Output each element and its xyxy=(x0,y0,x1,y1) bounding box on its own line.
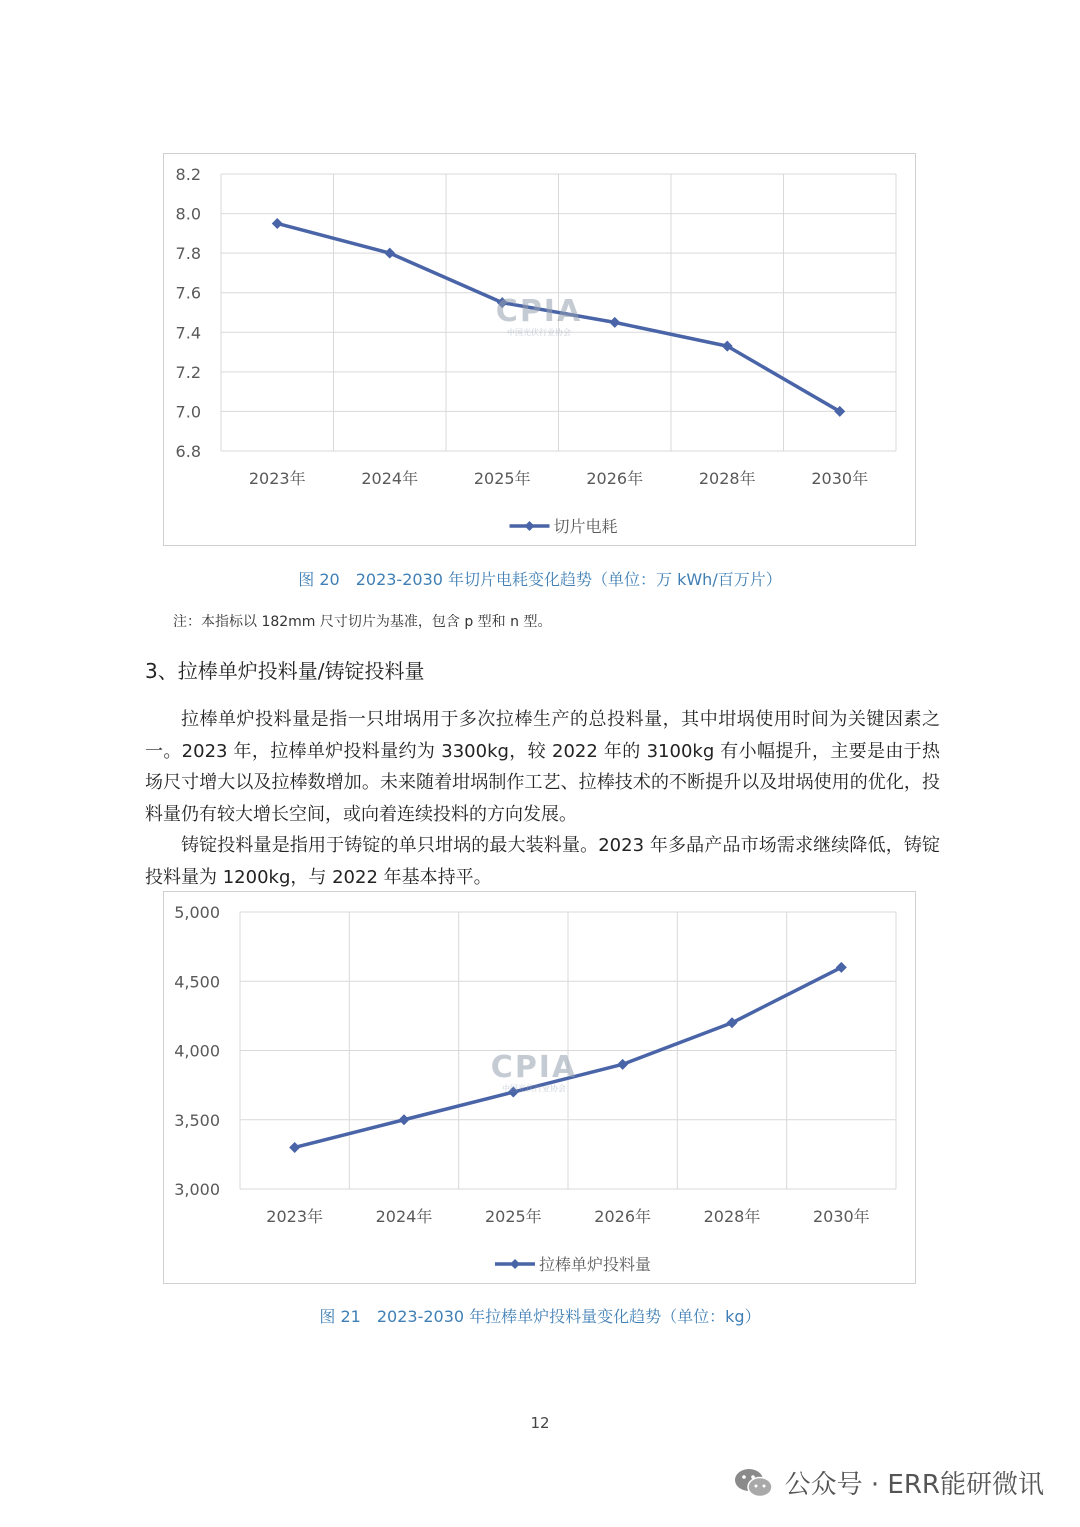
paragraph-ingot-casting: 铸锭投料量是指用于铸锭的单只坩埚的最大装料量。2023 年多晶产品市场需求继续降低，铸锭投料量为 1200kg，与 2022 年基本持平。 xyxy=(145,835,940,888)
figure-20-caption: 图 20 2023-2030 年切片电耗变化趋势（单位：万 kWh/百万片） xyxy=(298,570,782,589)
data-point-marker xyxy=(289,1142,300,1153)
y-tick-label: 6.8 xyxy=(175,442,201,461)
y-tick-label: 8.2 xyxy=(175,165,201,184)
y-tick-label: 7.2 xyxy=(175,362,201,382)
x-tick-label: 2024年 xyxy=(375,1207,433,1226)
data-point-marker xyxy=(617,1059,628,1070)
y-tick-label: 7.0 xyxy=(175,402,201,422)
x-tick-label: 2025年 xyxy=(473,469,531,488)
x-tick-label: 2028年 xyxy=(703,1207,761,1226)
footer-brand xyxy=(733,1464,1044,1501)
data-point-marker xyxy=(497,297,508,308)
x-tick-label: 2030年 xyxy=(812,1207,870,1226)
chart-pulling-feed-svg xyxy=(164,892,917,1285)
y-tick-label: 5,000 xyxy=(174,903,220,922)
x-tick-label: 2024年 xyxy=(361,469,419,488)
watermark-subtitle: 中国光伏行业协会 xyxy=(502,1084,566,1093)
x-tick-label: 2030年 xyxy=(811,469,869,488)
legend-marker xyxy=(510,1259,520,1269)
data-point-marker xyxy=(272,218,283,229)
y-tick-label: 7.8 xyxy=(175,244,201,264)
watermark-title: CPIA xyxy=(495,294,583,329)
y-tick-label: 7.6 xyxy=(175,283,201,303)
y-tick-label: 3,000 xyxy=(174,1180,220,1199)
chart-slicing-power xyxy=(163,153,916,546)
footer-brand-text: 公众号 · ERR能研微讯 xyxy=(784,1470,1044,1500)
chart-slicing-power-svg xyxy=(164,154,917,547)
x-tick-label: 2025年 xyxy=(484,1207,542,1226)
figure-21-caption: 图 21 2023-2030 年拉棒单炉投料量变化趋势（单位：kg） xyxy=(319,1307,761,1326)
legend-marker xyxy=(525,521,535,531)
y-tick-label: 7.4 xyxy=(175,323,201,343)
section-heading: 3、拉棒单炉投料量/铸锭投料量 xyxy=(145,659,425,683)
data-point-marker xyxy=(508,1087,519,1098)
data-point-marker xyxy=(609,317,620,328)
y-tick-label: 3,500 xyxy=(174,1110,220,1130)
x-tick-label: 2028年 xyxy=(698,469,756,488)
y-tick-label: 4,000 xyxy=(174,1041,220,1061)
x-tick-label: 2026年 xyxy=(594,1207,652,1226)
wechat-icon xyxy=(733,1466,775,1500)
page-number: 12 xyxy=(530,1414,550,1432)
watermark-subtitle: 中国光伏行业协会 xyxy=(507,328,571,337)
legend-label: 切片电耗 xyxy=(553,517,618,536)
data-point-marker xyxy=(399,1114,410,1125)
chart-pulling-feed xyxy=(163,891,916,1284)
x-tick-label: 2023年 xyxy=(248,469,306,488)
paragraph-crystal-pulling: 拉棒单炉投料量是指一只坩埚用于多次拉棒生产的总投料量，其中坩埚使用时间为关键因素之一。2023 年，拉棒单炉投料量约为 3300kg，较 2022 年的 3100kg 有小幅提升，主要是由于热场尺寸增大以及拉棒数增加。未来随着坩埚制作工艺、拉棒技术的不断提升以及坩埚使用的优化，投料量仍有较大增长空间，或向着连续投料的方向发展。 xyxy=(145,709,940,825)
y-tick-label: 8.0 xyxy=(175,204,201,224)
data-point-marker xyxy=(384,248,395,259)
y-tick-label: 4,500 xyxy=(174,972,220,992)
legend-label: 拉棒单炉投料量 xyxy=(539,1255,652,1274)
chart-note: 注：本指标以 182mm 尺寸切片为基准，包含 p 型和 n 型。 xyxy=(173,614,552,630)
x-tick-label: 2026年 xyxy=(586,469,644,488)
watermark-title: CPIA xyxy=(490,1050,578,1085)
x-tick-label: 2023年 xyxy=(266,1207,324,1226)
